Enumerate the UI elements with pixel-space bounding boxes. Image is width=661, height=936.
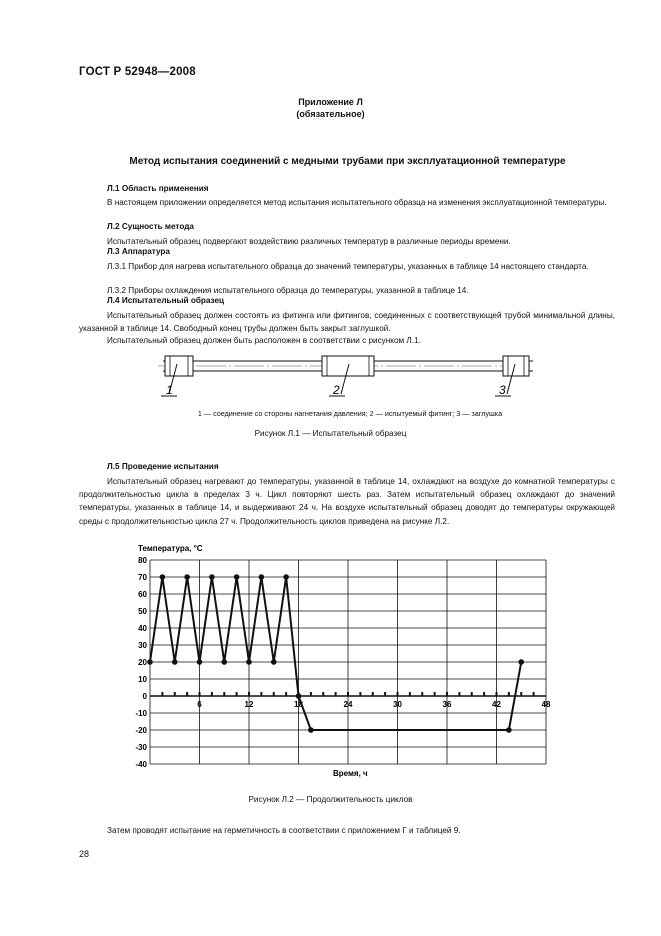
data-point <box>259 574 265 580</box>
section-l2-heading: Л.2 Сущность метода <box>107 222 194 231</box>
data-point <box>160 574 166 580</box>
data-point <box>308 727 314 733</box>
data-point <box>234 574 240 580</box>
section-l1-heading: Л.1 Область применения <box>107 184 209 193</box>
page-number: 28 <box>79 849 90 859</box>
series-line <box>150 577 521 730</box>
chart-y-axis-label: Температура, °С <box>138 544 203 553</box>
figure-l1-drawing <box>155 350 535 402</box>
y-tick-label: 80 <box>138 556 147 565</box>
y-tick-label: -30 <box>135 743 147 752</box>
figure-label-3: 3 <box>499 383 506 397</box>
data-point <box>172 659 178 665</box>
fitting-1-shape <box>165 356 193 376</box>
section-l1-text: В настоящем приложении определяется метод испытания испытательного образца на изменения эксплуатационной температуры. <box>107 198 607 207</box>
x-tick-label: 36 <box>442 700 452 709</box>
section-l4-p1: Испытательный образец должен состоять из фитинга или фитингов, соединенных с соответствующей трубой минимальной длины, указанной в таблице 14. Свободный конец трубы должен быть закрыт заглушкой. <box>79 311 615 334</box>
data-point <box>184 574 190 580</box>
x-tick-label: 12 <box>244 700 254 709</box>
y-tick-label: 20 <box>138 658 147 667</box>
x-tick-label: 6 <box>197 700 202 709</box>
x-tick-label: 24 <box>343 700 353 709</box>
section-l3-heading: Л.3 Аппаратура <box>107 247 170 256</box>
section-l4-heading: Л.4 Испытательный образец <box>107 296 225 305</box>
y-tick-label: 70 <box>138 573 147 582</box>
y-tick-label: 60 <box>138 590 147 599</box>
chart-x-axis-label: Время, ч <box>333 769 368 778</box>
section-l3-p2: Л.3.2 Приборы охлаждения испытательного образца до температуры, указанной в таблице 14. <box>107 286 469 295</box>
data-point <box>518 659 524 665</box>
section-l5-heading: Л.5 Проведение испытания <box>107 462 219 471</box>
appendix-type: (обязательное) <box>296 109 365 119</box>
figure-label-1: 1 <box>166 383 173 397</box>
data-point <box>147 659 153 665</box>
document-title: Метод испытания соединений с медными трубами при эксплуатационной температуре <box>129 156 566 167</box>
data-point <box>221 659 227 665</box>
y-tick-label: 30 <box>138 641 147 650</box>
figure-label-2: 2 <box>333 383 340 397</box>
x-tick-label: 30 <box>393 700 402 709</box>
data-point <box>271 659 277 665</box>
x-tick-label: 42 <box>492 700 501 709</box>
figure-l2-caption: Рисунок Л.2 — Продолжительность циклов <box>248 795 413 804</box>
y-tick-label: 10 <box>138 675 147 684</box>
plug-3-shape <box>503 356 529 376</box>
x-tick-label: 48 <box>541 700 551 709</box>
closing-paragraph: Затем проводят испытание на герметичность в соответствии с приложением Г и таблицей 9. <box>107 826 461 835</box>
section-l2-text: Испытательный образец подвергают воздействию различных температур в различные периоды времени. <box>107 237 511 246</box>
data-point <box>506 727 512 733</box>
figure-l1-legend: 1 — соединение со стороны нагнетания давления; 2 — испытуемый фитинг; 3 — заглушка <box>197 409 503 418</box>
y-tick-label: -40 <box>135 760 147 769</box>
y-tick-label: 50 <box>138 607 147 616</box>
data-point <box>283 574 289 580</box>
appendix-title: Приложение Л <box>298 97 363 107</box>
y-tick-label: -20 <box>135 726 147 735</box>
section-l5-text: Испытательный образец нагревают до температуры, указанной в таблице 14, охлаждают на воздухе до комнатной температуры с продолжительностью цикла в пределах 3 ч. Цикл повторяют шесть раз. Затем испытательный образец охлаждают до значений температуры, указанных в таблице 14, и выдерживают 24 ч. На воздухе испытательный образец доводят до температуры окружающей среды с продолжительностью цикла 27 ч. Продолжительность циклов приведена на рисунке Л.2. <box>79 477 615 526</box>
figure-l2-chart <box>100 538 570 783</box>
data-point <box>209 574 215 580</box>
section-l4-p2: Испытательный образец должен быть расположен в соответствии с рисунком Л.1. <box>107 336 421 345</box>
data-point <box>246 659 252 665</box>
section-l3-p1: Л.3.1 Прибор для нагрева испытательного образца до значений температуры, указанных в таблице 14 настоящего стандарта. <box>107 262 589 271</box>
y-tick-label: 40 <box>138 624 147 633</box>
figure-l1-caption: Рисунок Л.1 — Испытательный образец <box>254 429 407 438</box>
x-tick-label: 18 <box>294 700 303 709</box>
y-tick-label: 0 <box>142 692 147 701</box>
y-tick-label: -10 <box>135 709 147 718</box>
standard-header: ГОСТ Р 52948—2008 <box>79 66 196 78</box>
data-point <box>296 693 302 699</box>
data-point <box>197 659 203 665</box>
